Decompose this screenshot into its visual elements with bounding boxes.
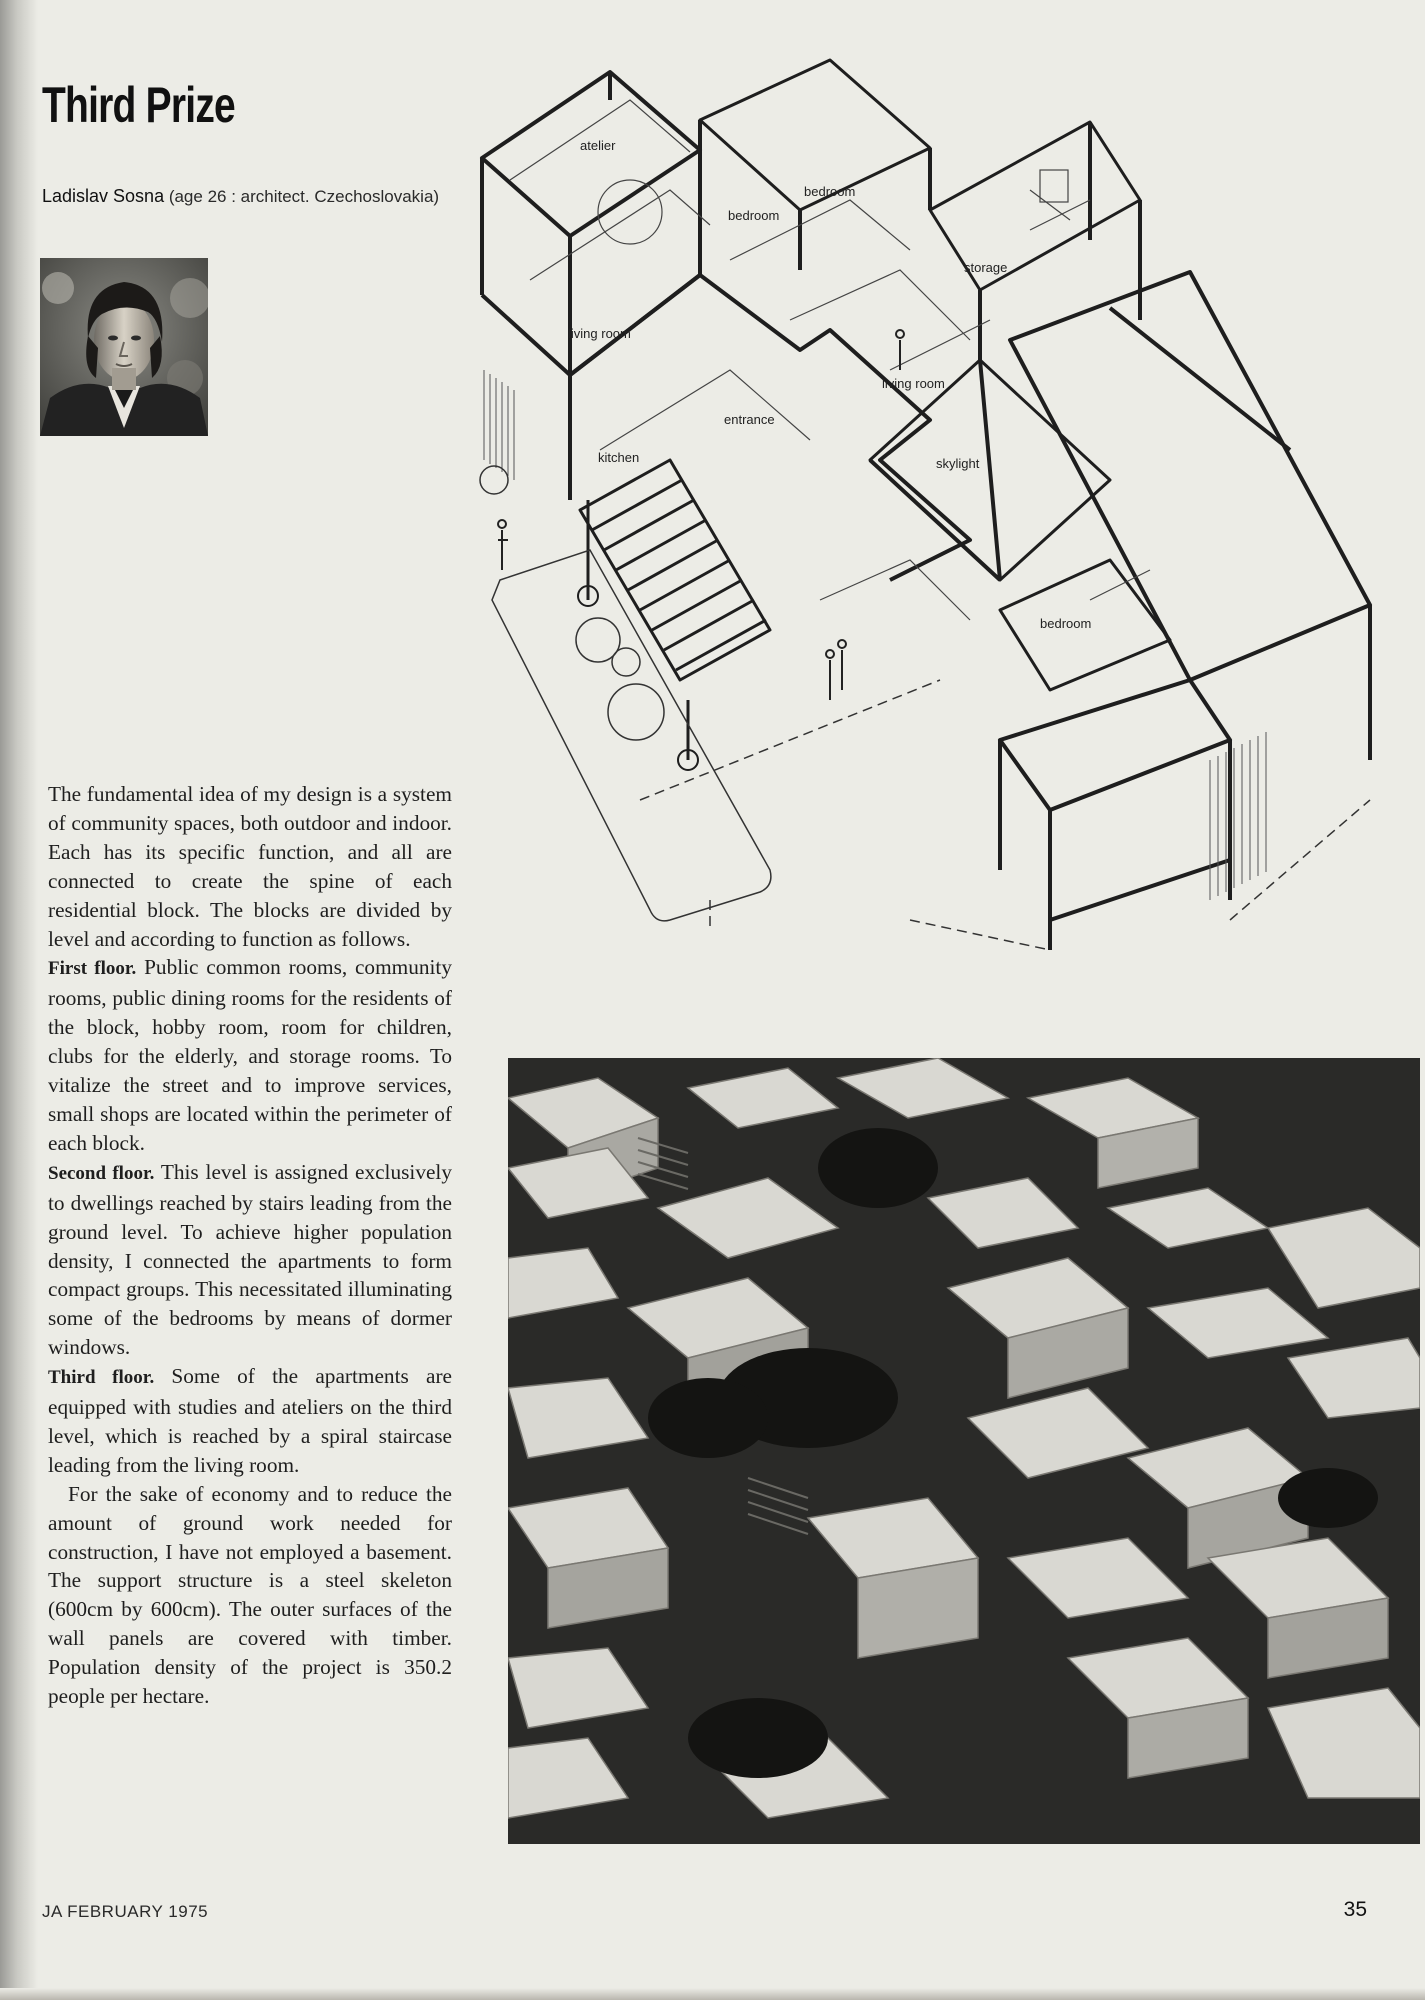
- first-floor-paragraph: [48, 953, 452, 1157]
- page-gutter-shadow: [0, 0, 38, 2000]
- first-floor-text: Public common rooms, community rooms, public dining rooms for the residents of the block, hobby room, room for children, clubs for the elderly, and storage rooms. To vitalize the street and to improve services, small shops are located within the perimeter of each block.: [48, 955, 452, 1155]
- author-byline: [42, 182, 450, 211]
- author-info: (age 26 : architect. Czechoslovakia): [164, 187, 440, 206]
- first-floor-label: First floor.: [48, 958, 137, 980]
- third-floor-label: Third floor.: [48, 1367, 155, 1389]
- third-floor-text: Some of the apartments are equipped with studies and ateliers on the third level, which is reached by a spiral staircase leading from the living room.: [48, 1364, 452, 1477]
- body-closing: For the sake of economy and to reduce the amount of ground work needed for construction, I have not employed a basement. The support structure is a steel skeleton (600cm by 600cm). The outer surfaces of the wall panels are covered with timber. Population density of the project is 350.2 people per hectare.: [48, 1481, 452, 1709]
- axonometric-drawing: [470, 40, 1400, 1020]
- author-name: Ladislav Sosna: [42, 186, 165, 206]
- article-title: Third Prize: [42, 77, 235, 133]
- page-bottom-edge: [0, 1988, 1425, 2000]
- model-photograph: [508, 1058, 1420, 1844]
- body-intro: The fundamental idea of my design is a system of community spaces, both outdoor and indoor. Each has its specific function, and all are connected to create the spine of each residential block. The blocks are divided by level and according to function as follows.: [48, 782, 452, 951]
- label-storage: storage: [964, 260, 1008, 275]
- label-entrance: entrance: [724, 412, 775, 427]
- second-floor-paragraph: [48, 1158, 452, 1362]
- label-living-room-1: living room: [568, 326, 631, 341]
- issue-footer: JA FEBRUARY 1975: [42, 1902, 209, 1921]
- label-bedroom-2: bedroom: [804, 184, 856, 199]
- label-bedroom-1: bedroom: [728, 208, 780, 223]
- article-body: [48, 780, 452, 1711]
- page-number: 35: [1343, 1898, 1367, 1921]
- label-skylight: skylight: [936, 456, 980, 471]
- label-kitchen: kitchen: [598, 450, 640, 465]
- label-atelier: atelier: [580, 138, 616, 153]
- second-floor-label: Second floor.: [48, 1162, 155, 1184]
- author-portrait: [40, 258, 208, 436]
- second-floor-text: This level is assigned exclusively to dwellings reached by stairs leading from the ground level. To achieve higher population density, I connected the apartments to form compact groups. This necessitated illuminating some of the bedrooms by means of dormer windows.: [48, 1159, 452, 1360]
- third-floor-paragraph: [48, 1362, 452, 1480]
- label-living-room-2: living room: [882, 376, 945, 391]
- label-bedroom-3: bedroom: [1040, 616, 1092, 631]
